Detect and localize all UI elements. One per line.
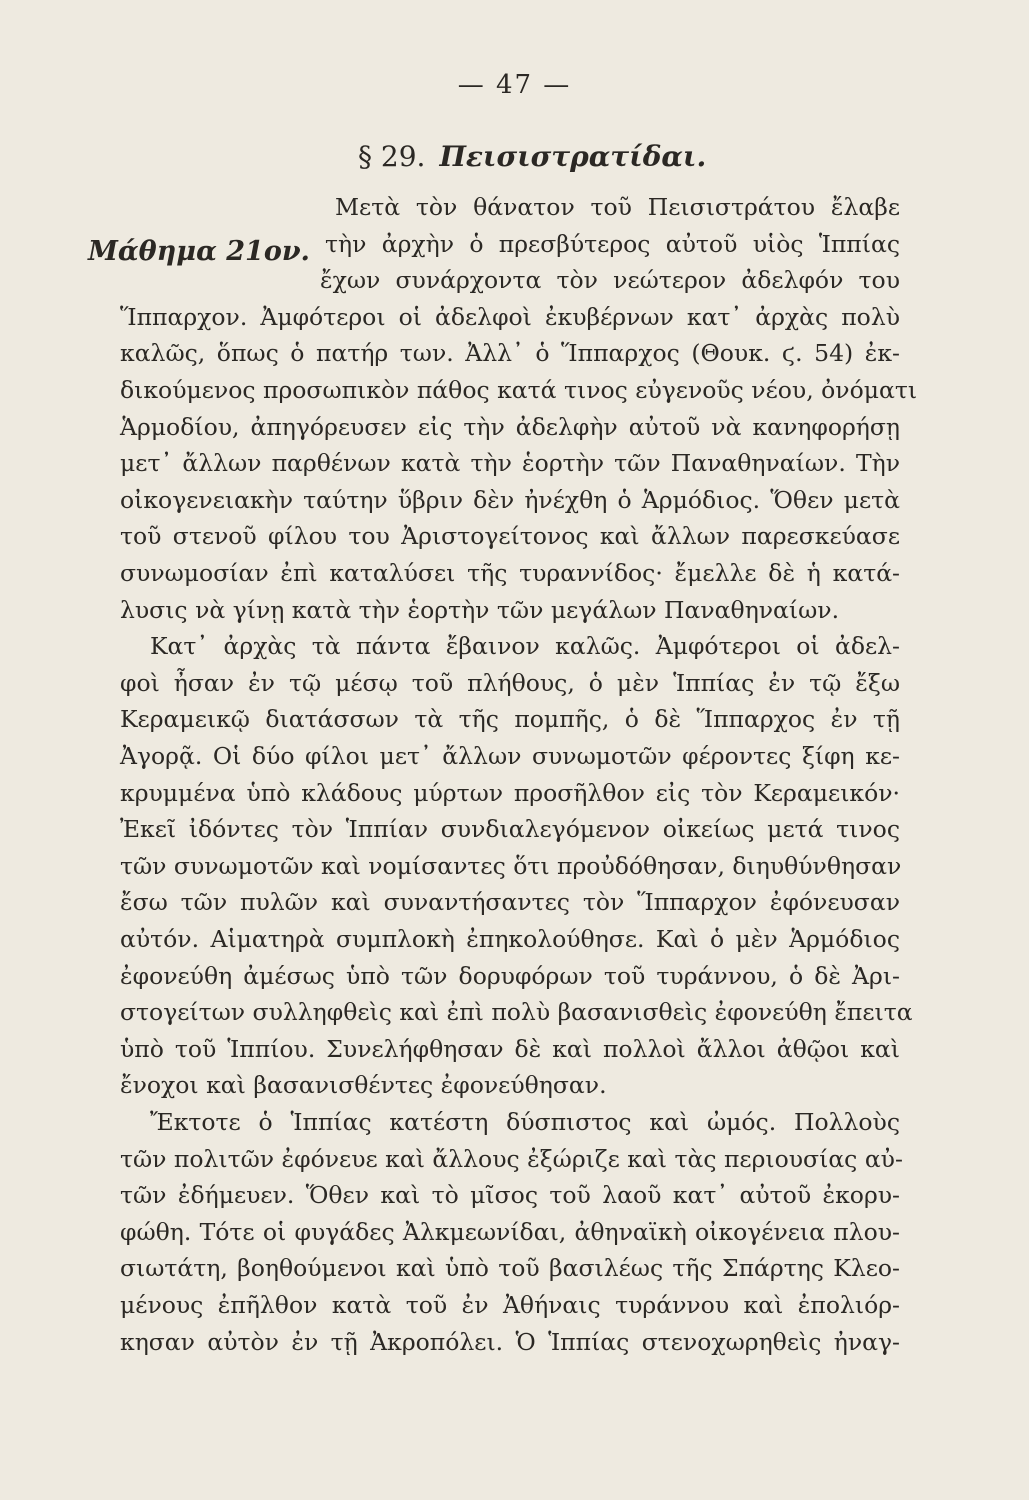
text-line: στογείτων συλληφθεὶς καὶ ἐπὶ πολὺ βασανισθεὶς ἐφονεύθη ἔπειτα	[120, 998, 913, 1027]
text-line: δικούμενος προσωπικὸν πάθος κατά τινος εὐγενοῦς νέου, ὀνόματι	[120, 376, 918, 404]
text-line: Ἵππαρχον. Ἀμφότεροι οἱ ἀδελφοὶ ἐκυβέρνων κατ᾽ ἀρχὰς πολὺ	[120, 302, 900, 331]
text-line: σιωτάτη, βοηθούμενοι καὶ ὑπὸ τοῦ βασιλέως τῆς Σπάρτης Κλεο-	[120, 1254, 900, 1283]
text-line: κησαν αὐτὸν ἐν τῇ Ἀκροπόλει. Ὁ Ἱππίας στενοχωρηθεὶς ἠναγ-	[120, 1327, 900, 1356]
text-line: καλῶς, ὅπως ὁ πατήρ των. Ἀλλ᾽ ὁ Ἵππαρχος (Θουκ. ϛ. 54) ἐκ-	[120, 339, 900, 368]
text-line: τὴν ἀρχὴν ὁ πρεσβύτερος αὐτοῦ υἱὸς Ἱππίας	[325, 229, 900, 258]
text-line: φοὶ ἦσαν ἐν τῷ μέσῳ τοῦ πλήθους, ὁ μὲν Ἱππίας ἐν τῷ ἔξω	[120, 668, 900, 697]
text-line: Ἁρμοδίου, ἀπηγόρευσεν εἰς τὴν ἀδελφὴν αὐτοῦ νὰ κανηφορήσῃ	[120, 412, 900, 441]
text-line: τῶν συνωμοτῶν καὶ νομίσαντες ὅτι προὐδόθησαν, διηυθύνθησαν	[120, 851, 902, 880]
text-line: τῶν ἐδήμευεν. Ὅθεν καὶ τὸ μῖσος τοῦ λαοῦ κατ᾽ αὐτοῦ ἐκορυ-	[120, 1181, 900, 1210]
text-line: μετ᾽ ἄλλων παρθένων κατὰ τὴν ἑορτὴν τῶν Παναθηναίων. Τὴν	[120, 449, 900, 478]
text-line: λυσις νὰ γίνῃ κατὰ τὴν ἑορτὴν τῶν μεγάλων Παναθηναίων.	[120, 595, 840, 624]
text-line: Μετὰ τὸν θάνατον τοῦ Πεισιστράτου ἔλαβε	[335, 193, 900, 221]
page-number: — 47 —	[457, 70, 572, 100]
text-line: ὑπὸ τοῦ Ἱππίου. Συνελήφθησαν δὲ καὶ πολλοὶ ἄλλοι ἀθῷοι καὶ	[120, 1034, 900, 1063]
section-heading	[358, 140, 706, 173]
section-number: § 29.	[358, 140, 426, 173]
text-line: φώθη. Τότε οἱ φυγάδες Ἀλκμεωνίδαι, ἀθηναϊκὴ οἰκογένεια πλου-	[120, 1217, 900, 1246]
text-line: ἔσω τῶν πυλῶν καὶ συναντήσαντες τὸν Ἵππαρχον ἐφόνευσαν	[120, 888, 900, 917]
section-title: Πεισιστρατίδαι.	[439, 140, 707, 173]
text-line: Ἔκτοτε ὁ Ἱππίας κατέστη δύσπιστος καὶ ὠμός. Πολλοὺς	[150, 1108, 900, 1136]
text-line: οἰκογενειακὴν ταύτην ὕβριν δὲν ἠνέχθη ὁ Ἁρμόδιος. Ὅθεν μετὰ	[120, 485, 900, 514]
text-line: Κατ᾽ ἀρχὰς τὰ πάντα ἔβαινον καλῶς. Ἀμφότεροι οἱ ἀδελ-	[150, 632, 900, 661]
text-line: μένους ἐπῆλθον κατὰ τοῦ ἐν Ἀθήναις τυράννου καὶ ἐπολιόρ-	[120, 1291, 900, 1319]
text-line: τῶν πολιτῶν ἐφόνευε καὶ ἄλλους ἐξώριζε καὶ τὰς περιουσίας αὐ-	[120, 1144, 903, 1173]
text-line: κρυμμένα ὑπὸ κλάδους μύρτων προσῆλθον εἰς τὸν Κεραμεικόν·	[120, 778, 900, 807]
text-line: συνωμοσίαν ἐπὶ καταλύσει τῆς τυραννίδος· ἔμελλε δὲ ἡ κατά-	[120, 559, 900, 587]
text-line: ἔχων συνάρχοντα τὸν νεώτερον ἀδελφόν του	[320, 266, 900, 295]
text-line: ἔνοχοι καὶ βασανισθέντες ἐφονεύθησαν.	[120, 1071, 607, 1100]
text-line: Κεραμεικῷ διατάσσων τὰ τῆς πομπῆς, ὁ δὲ Ἵππαρχος ἐν τῇ	[120, 705, 900, 734]
text-line: τοῦ στενοῦ φίλου του Ἀριστογείτονος καὶ ἄλλων παρεσκεύασε	[120, 522, 900, 551]
text-line: Ἀγορᾷ. Οἱ δύο φίλοι μετ᾽ ἄλλων συνωμοτῶν φέροντες ξίφη κε-	[120, 742, 900, 770]
text-line: αὐτόν. Αἱματηρὰ συμπλοκὴ ἐπηκολούθησε. Καὶ ὁ μὲν Ἁρμόδιος	[120, 925, 900, 953]
lesson-margin-note: Μάθημα 21ον.	[88, 236, 310, 267]
text-line: Ἐκεῖ ἰδόντες τὸν Ἱππίαν συνδιαλεγόμενον οἰκείως μετά τινος	[120, 815, 900, 844]
text-line: ἐφονεύθη ἀμέσως ὑπὸ τῶν δορυφόρων τοῦ τυράννου, ὁ δὲ Ἀρι-	[120, 961, 900, 990]
